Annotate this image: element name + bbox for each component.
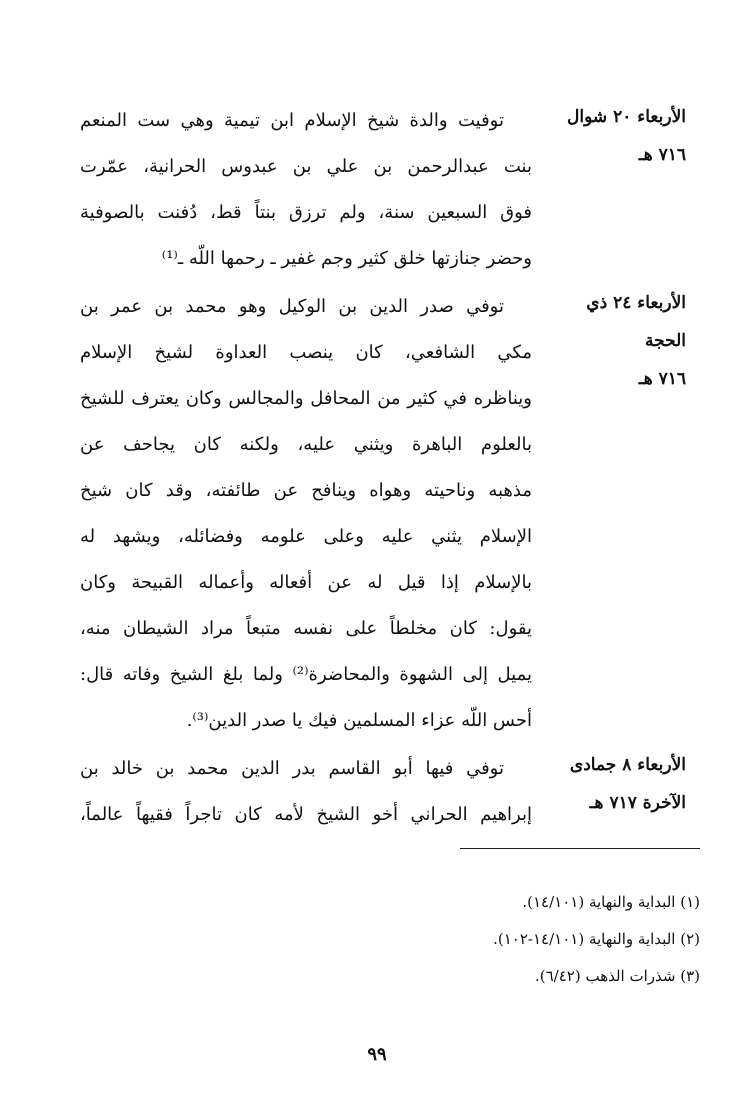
text-line: بالعلوم الباهرة ويثني عليه، ولكنه كان يجاحف عن bbox=[80, 434, 532, 455]
footnote: (٢) البداية والنهاية (١٤/١٠١-١٠٢). bbox=[493, 930, 700, 948]
date-line: الأربعاء ٨ جمادى bbox=[569, 755, 686, 775]
footnote-divider bbox=[460, 848, 700, 849]
entry-date bbox=[546, 746, 686, 822]
footnotes bbox=[300, 888, 700, 999]
text-line: وحضر جنازتها خلق كثير وجم غفير ـ رحمها اللّه ـ⁽¹⁾ bbox=[161, 248, 532, 269]
text-line: مكي الشافعي، كان ينصب العداوة لشيخ الإسلام bbox=[80, 342, 532, 363]
footnote: (١) البداية والنهاية (١٤/١٠١). bbox=[522, 893, 700, 911]
text-line: ويناظره في كثير من المحافل والمجالس وكان يعترف للشيخ bbox=[80, 388, 532, 409]
text-line: مذهبه وناحيته وهواه وينافح عن طائفته، وقد كان شيخ bbox=[80, 480, 532, 501]
date-line: ٧١٦ هـ bbox=[638, 369, 686, 389]
text-line: توفي فيها أبو القاسم بدر الدين محمد بن خالد بن bbox=[80, 758, 504, 779]
text-line: إبراهيم الحراني أخو الشيخ لأمه كان تاجراً فقيهاً عالماً، bbox=[80, 804, 532, 825]
text-line: بنت عبدالرحمن بن علي بن عبدوس الحرانية، عمّرت bbox=[80, 156, 532, 177]
text-line: فوق السبعين سنة، ولم ترزق بنتاً قط، دُفنت بالصوفية bbox=[80, 202, 532, 223]
text-line: بالإسلام إذا قيل له عن أفعاله وأعماله القبيحة وكان bbox=[80, 572, 532, 593]
text-line: توفيت والدة شيخ الإسلام ابن تيمية وهي ست المنعم bbox=[80, 110, 504, 131]
entry-text bbox=[80, 284, 532, 744]
text-line: أحس اللّه عزاء المسلمين فيك يا صدر الدين⁽³⁾. bbox=[186, 710, 532, 731]
text-line: يقول: كان مخلطاً على نفسه متبعاً مراد الشيطان منه، bbox=[80, 618, 532, 639]
page-number: ٩٩ bbox=[367, 1044, 387, 1065]
entry-date bbox=[546, 284, 686, 398]
entry-date bbox=[546, 98, 686, 174]
date-line: الأربعاء ٢٠ شوال bbox=[567, 107, 686, 127]
text-line: الإسلام يثني عليه وعلى علومه وفضائله، ويشهد له bbox=[80, 526, 532, 547]
text-line: توفي صدر الدين بن الوكيل وهو محمد بن عمر بن bbox=[80, 296, 504, 317]
text-line: يميل إلى الشهوة والمحاضرة⁽²⁾ ولما بلغ الشيخ وفاته قال: bbox=[80, 664, 532, 685]
entry-text bbox=[80, 746, 532, 838]
footnote: (٣) شذرات الذهب (٦/٤٢). bbox=[534, 967, 700, 985]
date-line: الآخرة ٧١٧ هـ bbox=[589, 793, 686, 813]
date-line: ٧١٦ هـ bbox=[638, 145, 686, 165]
date-line: الأربعاء ٢٤ ذي الحجة bbox=[586, 293, 686, 351]
entry-text bbox=[80, 98, 532, 282]
